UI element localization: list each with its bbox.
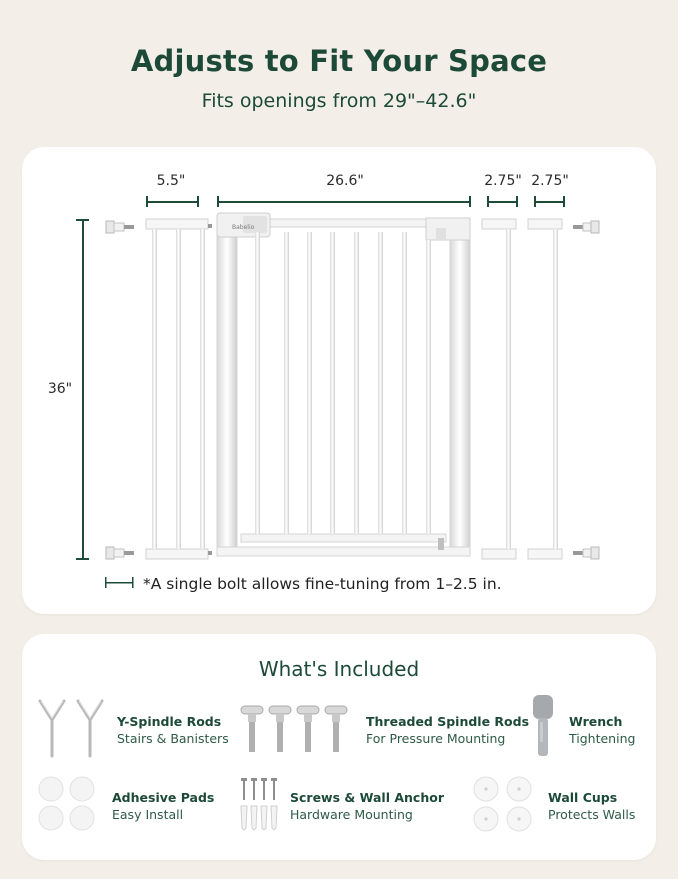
- y-spindle-rods-icon: [36, 698, 110, 760]
- wrench-icon: [531, 694, 555, 758]
- item-name-wrench: Wrench: [569, 714, 623, 729]
- pressure-bolt-bottom-left: [106, 547, 134, 559]
- item-desc-screws-anchor: Hardware Mounting: [290, 807, 413, 822]
- extension-left: [146, 219, 212, 559]
- threaded-spindle-rods-icon: [238, 702, 356, 756]
- screws-anchor-icon: [238, 776, 282, 832]
- dim-label-ext-left: 5.5": [156, 173, 186, 189]
- item-desc-threaded-spindle-rods: For Pressure Mounting: [366, 731, 506, 746]
- item-desc-y-spindle-rods: Stairs & Banisters: [117, 731, 229, 746]
- dim-label-height: 36": [47, 381, 73, 397]
- wall-cups-icon: [470, 774, 536, 834]
- fine-tuning-note: *A single bolt allows fine-tuning from 1–2.5 in.: [143, 575, 502, 593]
- item-name-screws-anchor: Screws & Wall Anchor: [290, 790, 444, 805]
- bolt-adjust-indicator: [105, 577, 134, 588]
- item-desc-wall-cups: Protects Walls: [548, 807, 636, 822]
- item-name-y-spindle-rods: Y-Spindle Rods: [117, 714, 222, 729]
- pressure-bolt-top-right: [573, 221, 599, 233]
- item-name-adhesive-pads: Adhesive Pads: [112, 790, 215, 805]
- extension-right-1: [482, 219, 516, 559]
- gate-illustration: [22, 147, 656, 614]
- adhesive-pads-icon: [36, 774, 98, 834]
- whats-included-title: What's Included: [258, 657, 420, 681]
- item-desc-wrench: Tightening: [569, 731, 636, 746]
- page-subtitle: Fits openings from 29"–42.6": [201, 90, 477, 112]
- pressure-bolt-bottom-right: [573, 547, 599, 559]
- item-desc-adhesive-pads: Easy Install: [112, 807, 184, 822]
- dim-label-ext-right-2: 2.75": [531, 173, 569, 189]
- main-gate: [217, 213, 470, 556]
- page-title: Adjusts to Fit Your Space: [130, 44, 548, 78]
- pressure-bolt-top-left: [106, 221, 134, 233]
- extension-right-2: [528, 219, 562, 559]
- dim-label-gate: 26.6": [326, 173, 364, 189]
- item-name-threaded-spindle-rods: Threaded Spindle Rods: [366, 714, 530, 729]
- dim-label-ext-right-1: 2.75": [484, 173, 522, 189]
- item-name-wall-cups: Wall Cups: [548, 790, 618, 805]
- svg-text:Babelio: Babelio: [232, 224, 255, 231]
